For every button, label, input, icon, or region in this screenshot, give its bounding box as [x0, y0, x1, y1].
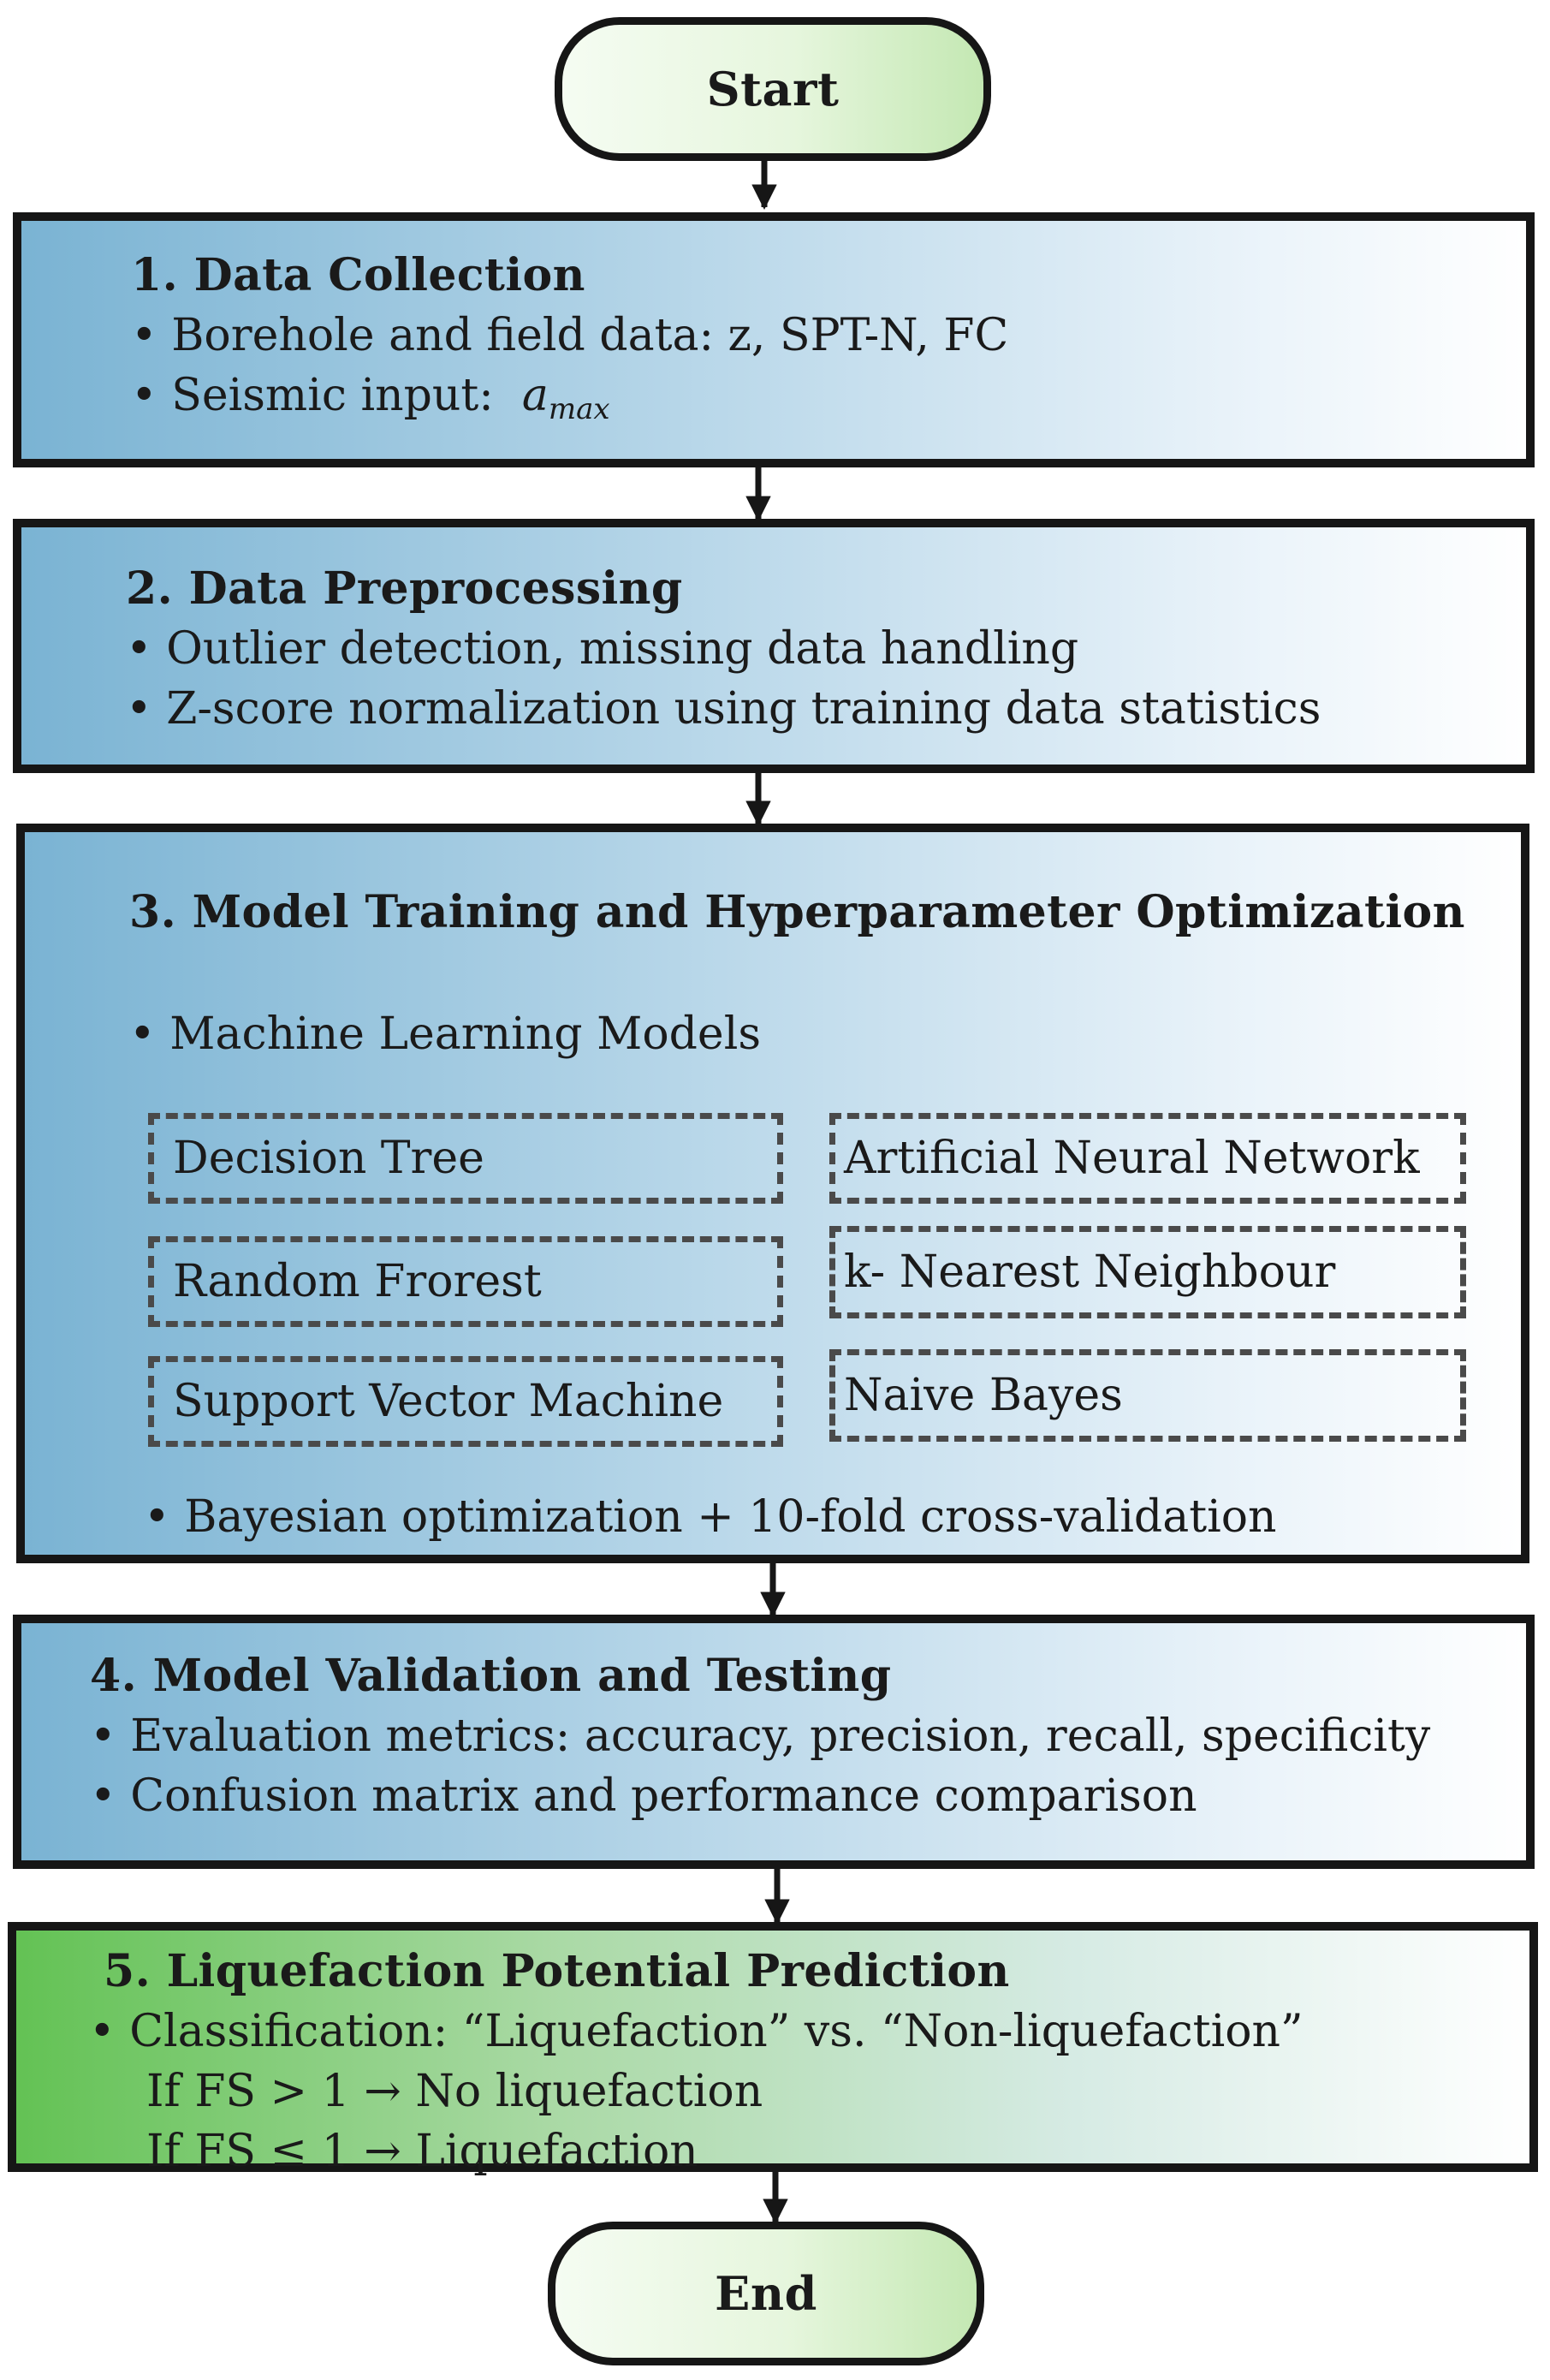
step3-intro: • Machine Learning Models	[129, 1009, 762, 1060]
model-decision-tree: Decision Tree	[148, 1113, 783, 1204]
start-terminal	[555, 17, 991, 161]
step5-rule-2: If FS ≤ 1 → Liquefaction	[146, 2126, 698, 2177]
step1-bullet-2-text: • Seismic input:	[131, 370, 522, 421]
model-support-vector-machine: Support Vector Machine	[148, 1356, 783, 1447]
model-random-forest: Random Frorest	[148, 1236, 783, 1327]
step-data-preprocessing	[13, 519, 1535, 773]
step1-title: 1. Data Collection	[131, 249, 585, 301]
step-model-validation	[13, 1615, 1535, 1869]
step2-bullet-1: • Outlier detection, missing data handling	[126, 623, 1079, 675]
step-model-training	[16, 824, 1529, 1563]
step-liquefaction-prediction	[8, 1922, 1538, 2177]
step5-rule-1: If FS > 1 → No liquefaction	[146, 2066, 763, 2117]
model-naive-bayes: Naive Bayes	[829, 1349, 1466, 1442]
step1-bullet-1: • Borehole and field data: z, SPT-N, FC	[131, 310, 1009, 361]
step4-title: 4. Model Validation and Testing	[90, 1650, 892, 1702]
step1-bullet-2	[131, 370, 610, 426]
model-artificial-neural-network: Artificial Neural Network	[829, 1113, 1466, 1204]
step2-title: 2. Data Preprocessing	[126, 562, 683, 615]
step5-title: 5. Liquefaction Potential Prediction	[104, 1945, 1010, 1997]
start-label: Start	[706, 62, 840, 116]
step3-footer: • Bayesian optimization + 10-fold cross-validation	[144, 1491, 1277, 1543]
end-terminal	[548, 2222, 984, 2365]
step-data-collection	[13, 212, 1535, 467]
model-k-nearest-neighbour: k- Nearest Neighbour	[829, 1226, 1466, 1318]
step4-bullet-2: • Confusion matrix and performance comparison	[90, 1770, 1197, 1822]
step4-bullet-1: • Evaluation metrics: accuracy, precision, recall, specificity	[90, 1711, 1431, 1762]
seismic-amax-symbol: $a_{max}$	[521, 370, 610, 426]
step5-bullet-1: • Classification: “Liquefaction” vs. “Non-liquefaction”	[89, 2006, 1304, 2057]
step2-bullet-2: • Z-score normalization using training data statistics	[126, 683, 1321, 735]
end-label: End	[715, 2266, 817, 2321]
step3-title: 3. Model Training and Hyperparameter Optimization	[129, 886, 1465, 938]
